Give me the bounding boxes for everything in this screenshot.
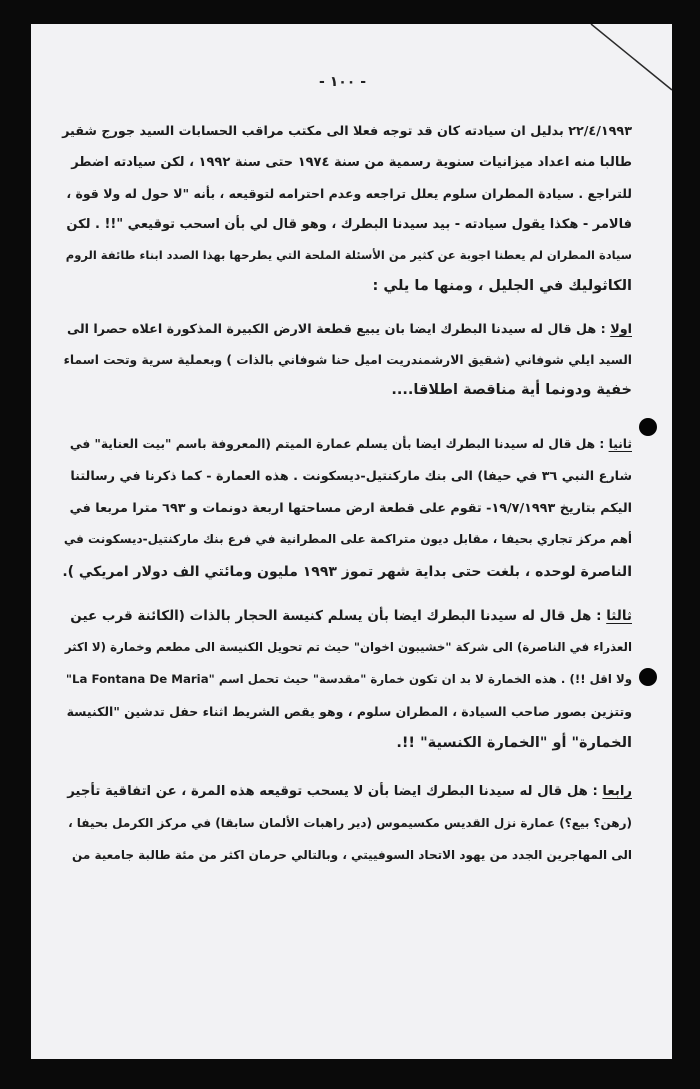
text-line: أهم مركز تجاري بحيفا ، مقابل ديون متراكمة على المطرانية في فرع بنك ماركنتيل-ديسكونت في — [63, 532, 632, 546]
text-line: سيادة المطران لم يعطنا اجوبة عن كثير من الأسئلة الملحة التي يطرحها بهذا الصدد ابناء طائفة الروم — [65, 248, 632, 262]
text-line: شارع النبي ٣٦ في حيفا) الى بنك ماركنتيل-ديسكونت . هذه العمارة - كما ذكرنا في رسالتنا — [70, 469, 632, 484]
text-line: الى المهاجرين الجدد من يهود الاتحاد السوفييتي ، وبالتالي حرمان اكثر من مئة طالبة جامعية من — [72, 848, 632, 862]
page-number: - ١٠٠ - — [319, 74, 367, 90]
text-line: خفية ودونما أية مناقصة اطلاقا.... — [391, 382, 632, 398]
paragraph-label: ثالثا — [606, 608, 632, 624]
text-line: السيد ايلي شوفاني (شقيق الارشمندريت اميل حنا شوفاني بالذات ) وبعملية سرية وتحت اسماء — [63, 353, 632, 367]
text-line: العذراء في الناصرة) الى شركة "خشيبون اخوان" حيث تم تحويل الكنيسة الى مطعم وخمارة (لا اكثر — [64, 640, 632, 654]
text-line: فالامر - هكذا يقول سيادته - بيد سيدنا البطرك ، وهو قال لي بأن اسحب توقيعي "!! . لكن — [66, 217, 632, 232]
document-page — [31, 24, 672, 1059]
text-line: الخمارة" أو "الخمارة الكنسية" !!. — [396, 735, 632, 751]
text-line — [67, 322, 632, 337]
text-line: للتراجع . سيادة المطران سلوم يعلل تراجعه وعدم احترامه لتوقيعه ، بأنه "لا حول له ولا قوة ، — [66, 186, 632, 201]
paragraph-text: : هل قال له سيدنا البطرك ايضا بأن لا يسحب توقيعه هذه المرة ، عن اتفاقية تأجير — [67, 784, 598, 799]
paragraph-text: : هل قال له سيدنا البطرك ايضا بأن يسلم عمارة الميتم (المعروفة باسم "بيت العناية" في — [69, 437, 605, 451]
text-line: الناصرة لوحده ، بلغت حتى بداية شهر تموز ١٩٩٣ مليون ومائتي الف دولار امريكي ). — [62, 564, 632, 580]
paragraph-label: رابعا — [602, 784, 632, 799]
text-line — [70, 608, 632, 624]
paragraph-text: : هل قال له سيدنا البطرك ايضا بان يبيع قطعة الارض الكبيرة المذكورة اعلاه حصرا الى — [66, 322, 606, 337]
paragraph-label: اولا — [610, 322, 632, 337]
paragraph-text: : هل قال له سيدنا البطرك ايضا بأن يسلم كنيسة الحجار بالذات (الكائنة قرب عين — [70, 608, 602, 624]
text-line: اليكم بتاريخ ١٩/٧/١٩٩٣- تقوم على قطعة ارض مساحتها اربعة دونمات و ٦٩٣ مترا مربعا في — [69, 501, 632, 516]
text-line: وتتزين بصور صاحب السيادة ، المطران سلوم ، وهو يقص الشريط اثناء حفل تدشين "الكنيسة — [66, 704, 632, 719]
text-line: ولا اقل !!) . هذه الخمارة لا بد ان تكون خمارة "مقدسة" حيث تحمل اسم "La Fontana De Maria" — [65, 672, 632, 686]
text-line — [70, 437, 632, 451]
text-line: ٢٢/٤/١٩٩٣ بدليل ان سيادته كان قد توجه فعلا الى مكتب مراقب الحسابات السيد جورج شقير — [62, 124, 632, 139]
text-line: طالبا منه اعداد ميزانيات سنوية رسمية من سنة ١٩٧٤ حتى سنة ١٩٩٢ ، لكن سيادته اضطر — [71, 155, 632, 170]
punch-hole — [639, 418, 657, 436]
text-line — [67, 784, 632, 799]
punch-hole — [639, 668, 657, 686]
text-line: (رهن؟ بيع؟) عمارة نزل القديس مكسيموس (دير راهبات الألمان سابقا) في مركز الكرمل بحيفا ، — [68, 816, 632, 830]
text-line: الكاثوليك في الجليل ، ومنها ما يلي : — [372, 278, 632, 294]
paragraph-label: ثانيا — [608, 437, 632, 451]
